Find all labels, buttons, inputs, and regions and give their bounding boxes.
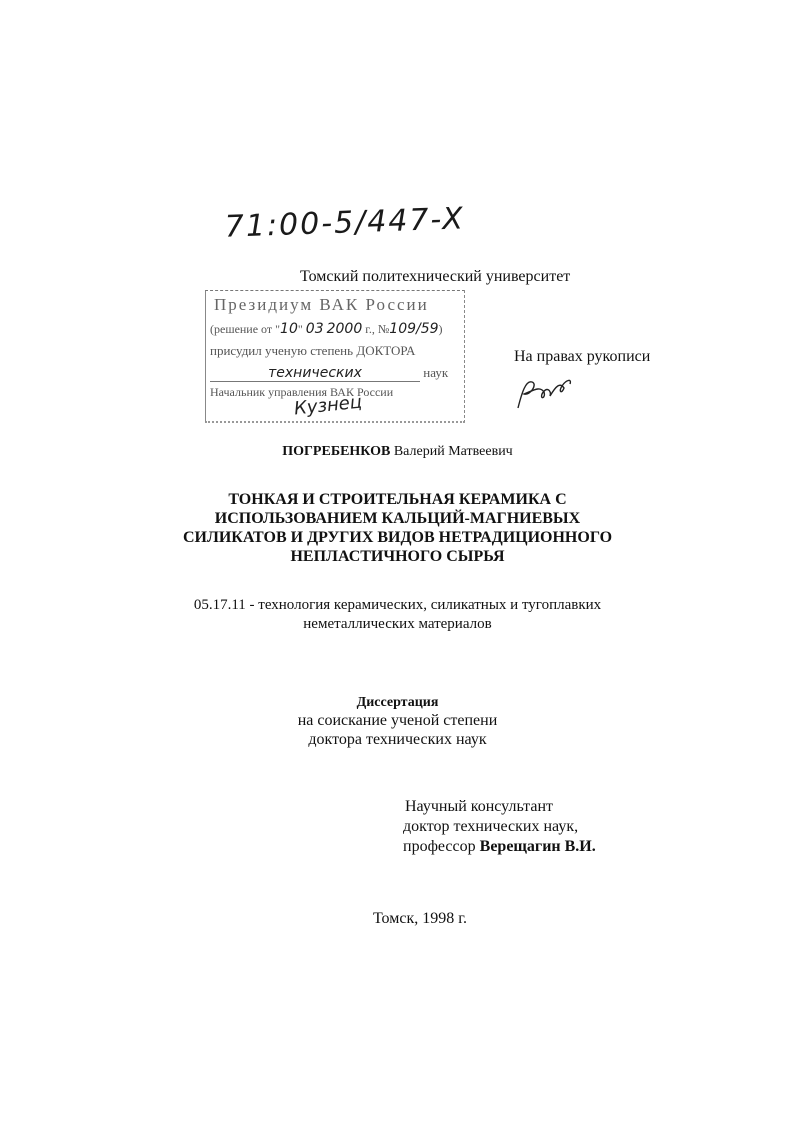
degree-name: доктора технических наук <box>308 731 487 748</box>
stamp-decision-year: 2000 <box>326 321 363 337</box>
stamp-field-value: технических <box>210 365 420 382</box>
stamp-decision-suffix: ) <box>438 322 443 336</box>
stamp-decision-month: 03 <box>305 321 324 337</box>
dissertation-title <box>150 490 645 566</box>
specialty-line: неметаллических материалов <box>303 616 492 632</box>
stamp-decision <box>210 321 443 337</box>
specialty-line: 05.17.11 - технология керамических, силикатных и тугоплавких <box>193 597 602 613</box>
vak-stamp <box>205 290 465 423</box>
stamp-decision-no-prefix: г., № <box>365 322 390 336</box>
place-year: Томск, 1998 г. <box>372 910 468 927</box>
author-name: Валерий Матвеевич <box>393 444 513 459</box>
degree-purpose: на соискание ученой степени <box>297 712 498 729</box>
stamp-degree-prefix: присудил ученую степень <box>210 343 354 358</box>
university-name: Томский политехнический университет <box>300 268 571 285</box>
stamp-decision-day: 10 <box>280 321 298 337</box>
manuscript-rights: На правах рукописи <box>514 348 651 365</box>
stamp-title: Президиум ВАК России <box>214 295 429 314</box>
stamp-field-suffix: наук <box>423 365 449 380</box>
document-type: Диссертация <box>356 695 439 710</box>
specialty <box>150 596 645 634</box>
stamp-decision-prefix: (решение от " <box>210 322 281 336</box>
consultant-name: Верещагин В.И. <box>479 838 596 855</box>
stamp-signature: Кузнец <box>293 391 364 420</box>
consultant-label: Научный консультант <box>405 798 553 815</box>
stamp-decision-mid: " <box>297 322 303 336</box>
stamp-degree-value: ДОКТОРА <box>356 343 416 358</box>
stamp-decision-number: 109/59 <box>389 321 439 337</box>
title-line: ТОНКАЯ И СТРОИТЕЛЬНАЯ КЕРАМИКА С <box>228 491 567 508</box>
stamp-chief: Начальник управления ВАК России <box>210 385 394 399</box>
author <box>0 444 795 460</box>
stamp-field <box>210 365 448 382</box>
catalog-number: 71:00-5/447-X <box>224 201 466 245</box>
consultant-rank-name <box>403 838 596 856</box>
author-signature-icon <box>512 372 592 412</box>
consultant-degree: доктор технических наук, <box>403 818 579 835</box>
title-line: ИСПОЛЬЗОВАНИЕМ КАЛЬЦИЙ-МАГНИЕВЫХ <box>214 510 581 527</box>
author-surname: ПОГРЕБЕНКОВ <box>282 444 391 459</box>
title-line: НЕПЛАСТИЧНОГО СЫРЬЯ <box>290 548 505 565</box>
stamp-degree <box>210 343 415 359</box>
consultant-rank: профессор <box>403 838 476 855</box>
title-line: СИЛИКАТОВ И ДРУГИХ ВИДОВ НЕТРАДИЦИОННОГО <box>182 529 613 546</box>
